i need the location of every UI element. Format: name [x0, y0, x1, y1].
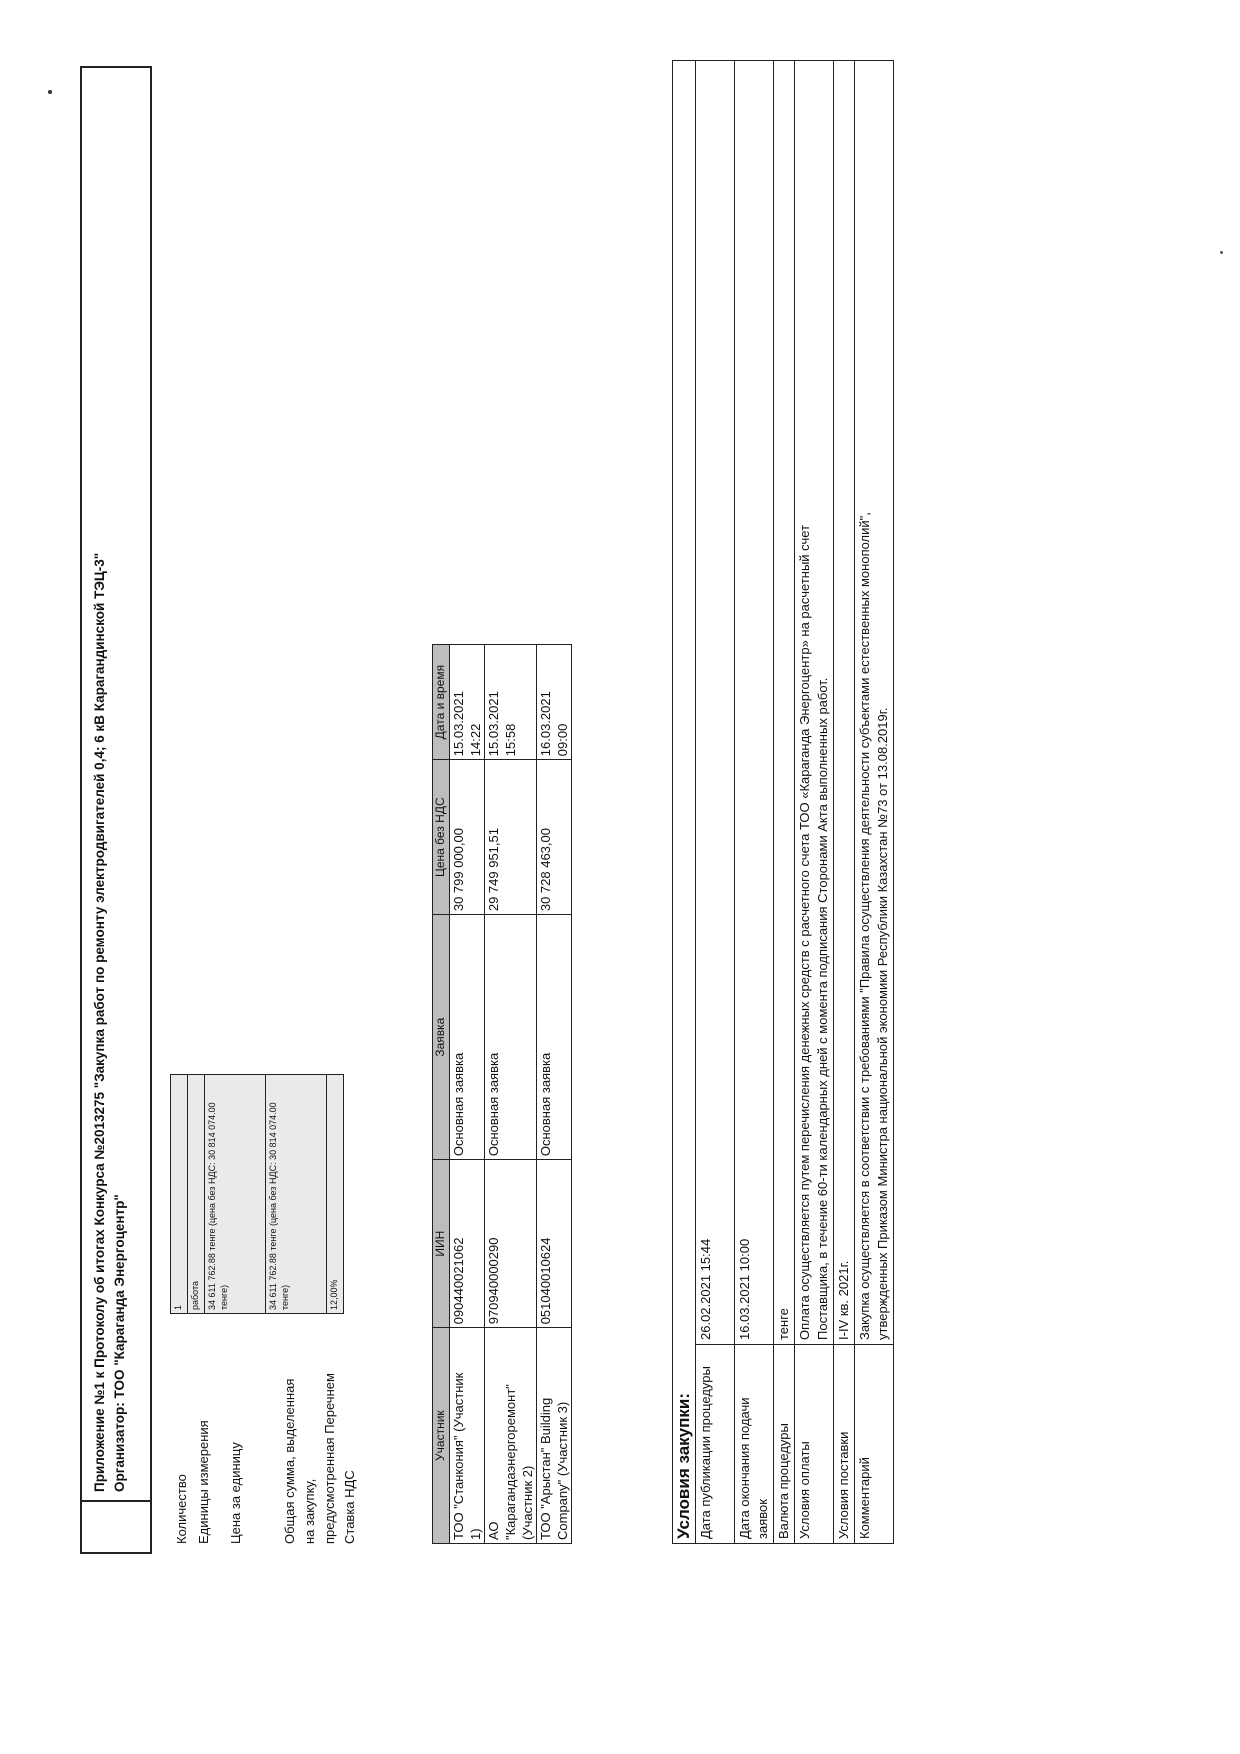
participant-name-line: Company" (Участник 3) — [555, 1401, 570, 1540]
label-total-sum-line: предусмотренная Перечнем — [322, 1373, 337, 1544]
table-row — [774, 61, 795, 1544]
participant-name — [450, 1328, 485, 1544]
condition-label: Комментарий — [855, 1345, 894, 1544]
condition-label: Условия поставки — [834, 1345, 855, 1544]
participant-price: 30 728 463,00 — [537, 760, 572, 915]
table-row — [696, 61, 735, 1544]
participant-price: 30 799 000,00 — [450, 760, 485, 915]
vat-rate-value: 12,00% — [327, 1075, 344, 1314]
participant-iin: 051040010624 — [537, 1160, 572, 1328]
col-bid: Заявка — [433, 915, 450, 1160]
organizer-line: Организатор: ТОО "Караганда Энергоцентр" — [112, 1194, 127, 1492]
participants-table — [432, 644, 572, 1544]
info-table — [170, 1074, 344, 1314]
participant-name-line: (Участник 2) — [520, 1465, 535, 1540]
scan-speck — [48, 90, 52, 94]
table-row — [205, 1075, 266, 1314]
participant-date: 16.03.2021 — [538, 691, 553, 757]
table-row — [450, 645, 485, 1544]
participant-date: 15.03.2021 — [451, 691, 466, 757]
document-header — [80, 66, 152, 1554]
condition-label: Валюта процедуры — [774, 1345, 795, 1544]
participant-time: 09:00 — [555, 723, 570, 757]
col-datetime: Дата и время — [433, 645, 450, 760]
condition-value-line: Поставщика, в течение 60-ти календарных дней с момента подписания Сторонами Акта выполненных работ. — [815, 677, 830, 1340]
table-row — [855, 61, 894, 1544]
participant-datetime — [537, 645, 572, 760]
conditions-table — [672, 60, 894, 1544]
table-row — [834, 61, 855, 1544]
participant-iin: 090440021062 — [450, 1160, 485, 1328]
condition-value-line: Оплата осуществляется путем перечисления денежных средств с расчетного счета ТОО «Караганда Энергоцентр» на расчетный счет — [797, 524, 812, 1340]
participant-iin: 970940000290 — [485, 1160, 537, 1328]
condition-label — [735, 1345, 774, 1544]
condition-label-line: заявок — [755, 1499, 770, 1539]
participant-name-line: АО — [486, 1521, 501, 1540]
col-participant: Участник — [433, 1328, 450, 1544]
total-sum-value: 34 611 762.88 тенге (цена без НДС: 30 814 074.00 тенге) — [266, 1075, 327, 1314]
condition-value: I-IV кв. 2021г. — [834, 61, 855, 1345]
participant-name-line: "Карагандаэнергоремонт" — [503, 1384, 518, 1540]
label-quantity: Количество — [174, 1474, 189, 1544]
unit-price-value: 34 611 762.88 тенге (цена без НДС: 30 814 074.00 тенге) — [205, 1075, 266, 1314]
condition-label-line: Дата окончания подачи — [737, 1397, 752, 1539]
table-row — [327, 1075, 344, 1314]
participant-bid: Основная заявка — [537, 915, 572, 1160]
label-unit: Единицы измерения — [196, 1420, 211, 1544]
participant-time: 15:58 — [503, 723, 518, 757]
table-row — [673, 61, 696, 1544]
label-vat-rate: Ставка НДС — [342, 1470, 357, 1544]
table-row — [485, 645, 537, 1544]
table-row — [537, 645, 572, 1544]
participant-name — [537, 1328, 572, 1544]
unit-value: работа — [188, 1075, 205, 1314]
participant-datetime — [450, 645, 485, 760]
quantity-value: 1 — [171, 1075, 188, 1314]
participant-price: 29 749 951,51 — [485, 760, 537, 915]
condition-label: Условия оплаты — [795, 1345, 834, 1544]
header-left-cell — [82, 1500, 150, 1552]
participant-name — [485, 1328, 537, 1544]
document-title: Приложение №1 к Протоколу об итогах Конкурса №2013275 "Закупка работ по ремонту электродвигателей 0,4; 6 кВ Карагандинской ТЭЦ-3" — [92, 552, 107, 1492]
participant-bid: Основная заявка — [450, 915, 485, 1160]
condition-value-line: Закупка осуществляется в соответствии с требованиями "Правила осуществления деятельности субъектами естественных монополий", — [857, 512, 872, 1340]
label-total-sum-line: на закупку, — [302, 1478, 317, 1544]
participant-name-line: ТОО "Арыстан" Building — [538, 1397, 553, 1540]
label-total-sum-line: Общая сумма, выделенная — [282, 1378, 297, 1544]
table-row — [795, 61, 834, 1544]
participant-time: 14:22 — [468, 723, 483, 757]
col-price: Цена без НДС — [433, 760, 450, 915]
conditions-title: Условия закупки: — [673, 61, 696, 1544]
scan-speck — [1220, 251, 1223, 254]
condition-value-line: утвержденных Приказом Министра национальной экономики Республики Казахстан №73 от 13.08.2019г. — [875, 707, 890, 1340]
table-row — [171, 1075, 188, 1314]
table-row — [188, 1075, 205, 1314]
participant-name-line: ТОО "Станкония" (Участник — [451, 1372, 466, 1540]
col-iin: ИИН — [433, 1160, 450, 1328]
table-row — [266, 1075, 327, 1314]
table-row — [735, 61, 774, 1544]
condition-label: Дата публикации процедуры — [696, 1345, 735, 1544]
label-unit-price: Цена за единицу — [228, 1442, 243, 1544]
condition-value: 26.02.2021 15:44 — [696, 61, 735, 1345]
condition-value — [795, 61, 834, 1345]
condition-value: 16.03.2021 10:00 — [735, 61, 774, 1345]
condition-value — [855, 61, 894, 1345]
participant-name-line: 1) — [468, 1528, 483, 1540]
table-header-row — [433, 645, 450, 1544]
condition-value: тенге — [774, 61, 795, 1345]
label-total-sum — [280, 1373, 340, 1544]
participant-bid: Основная заявка — [485, 915, 537, 1160]
participant-date: 15.03.2021 — [486, 691, 501, 757]
participant-datetime — [485, 645, 537, 760]
